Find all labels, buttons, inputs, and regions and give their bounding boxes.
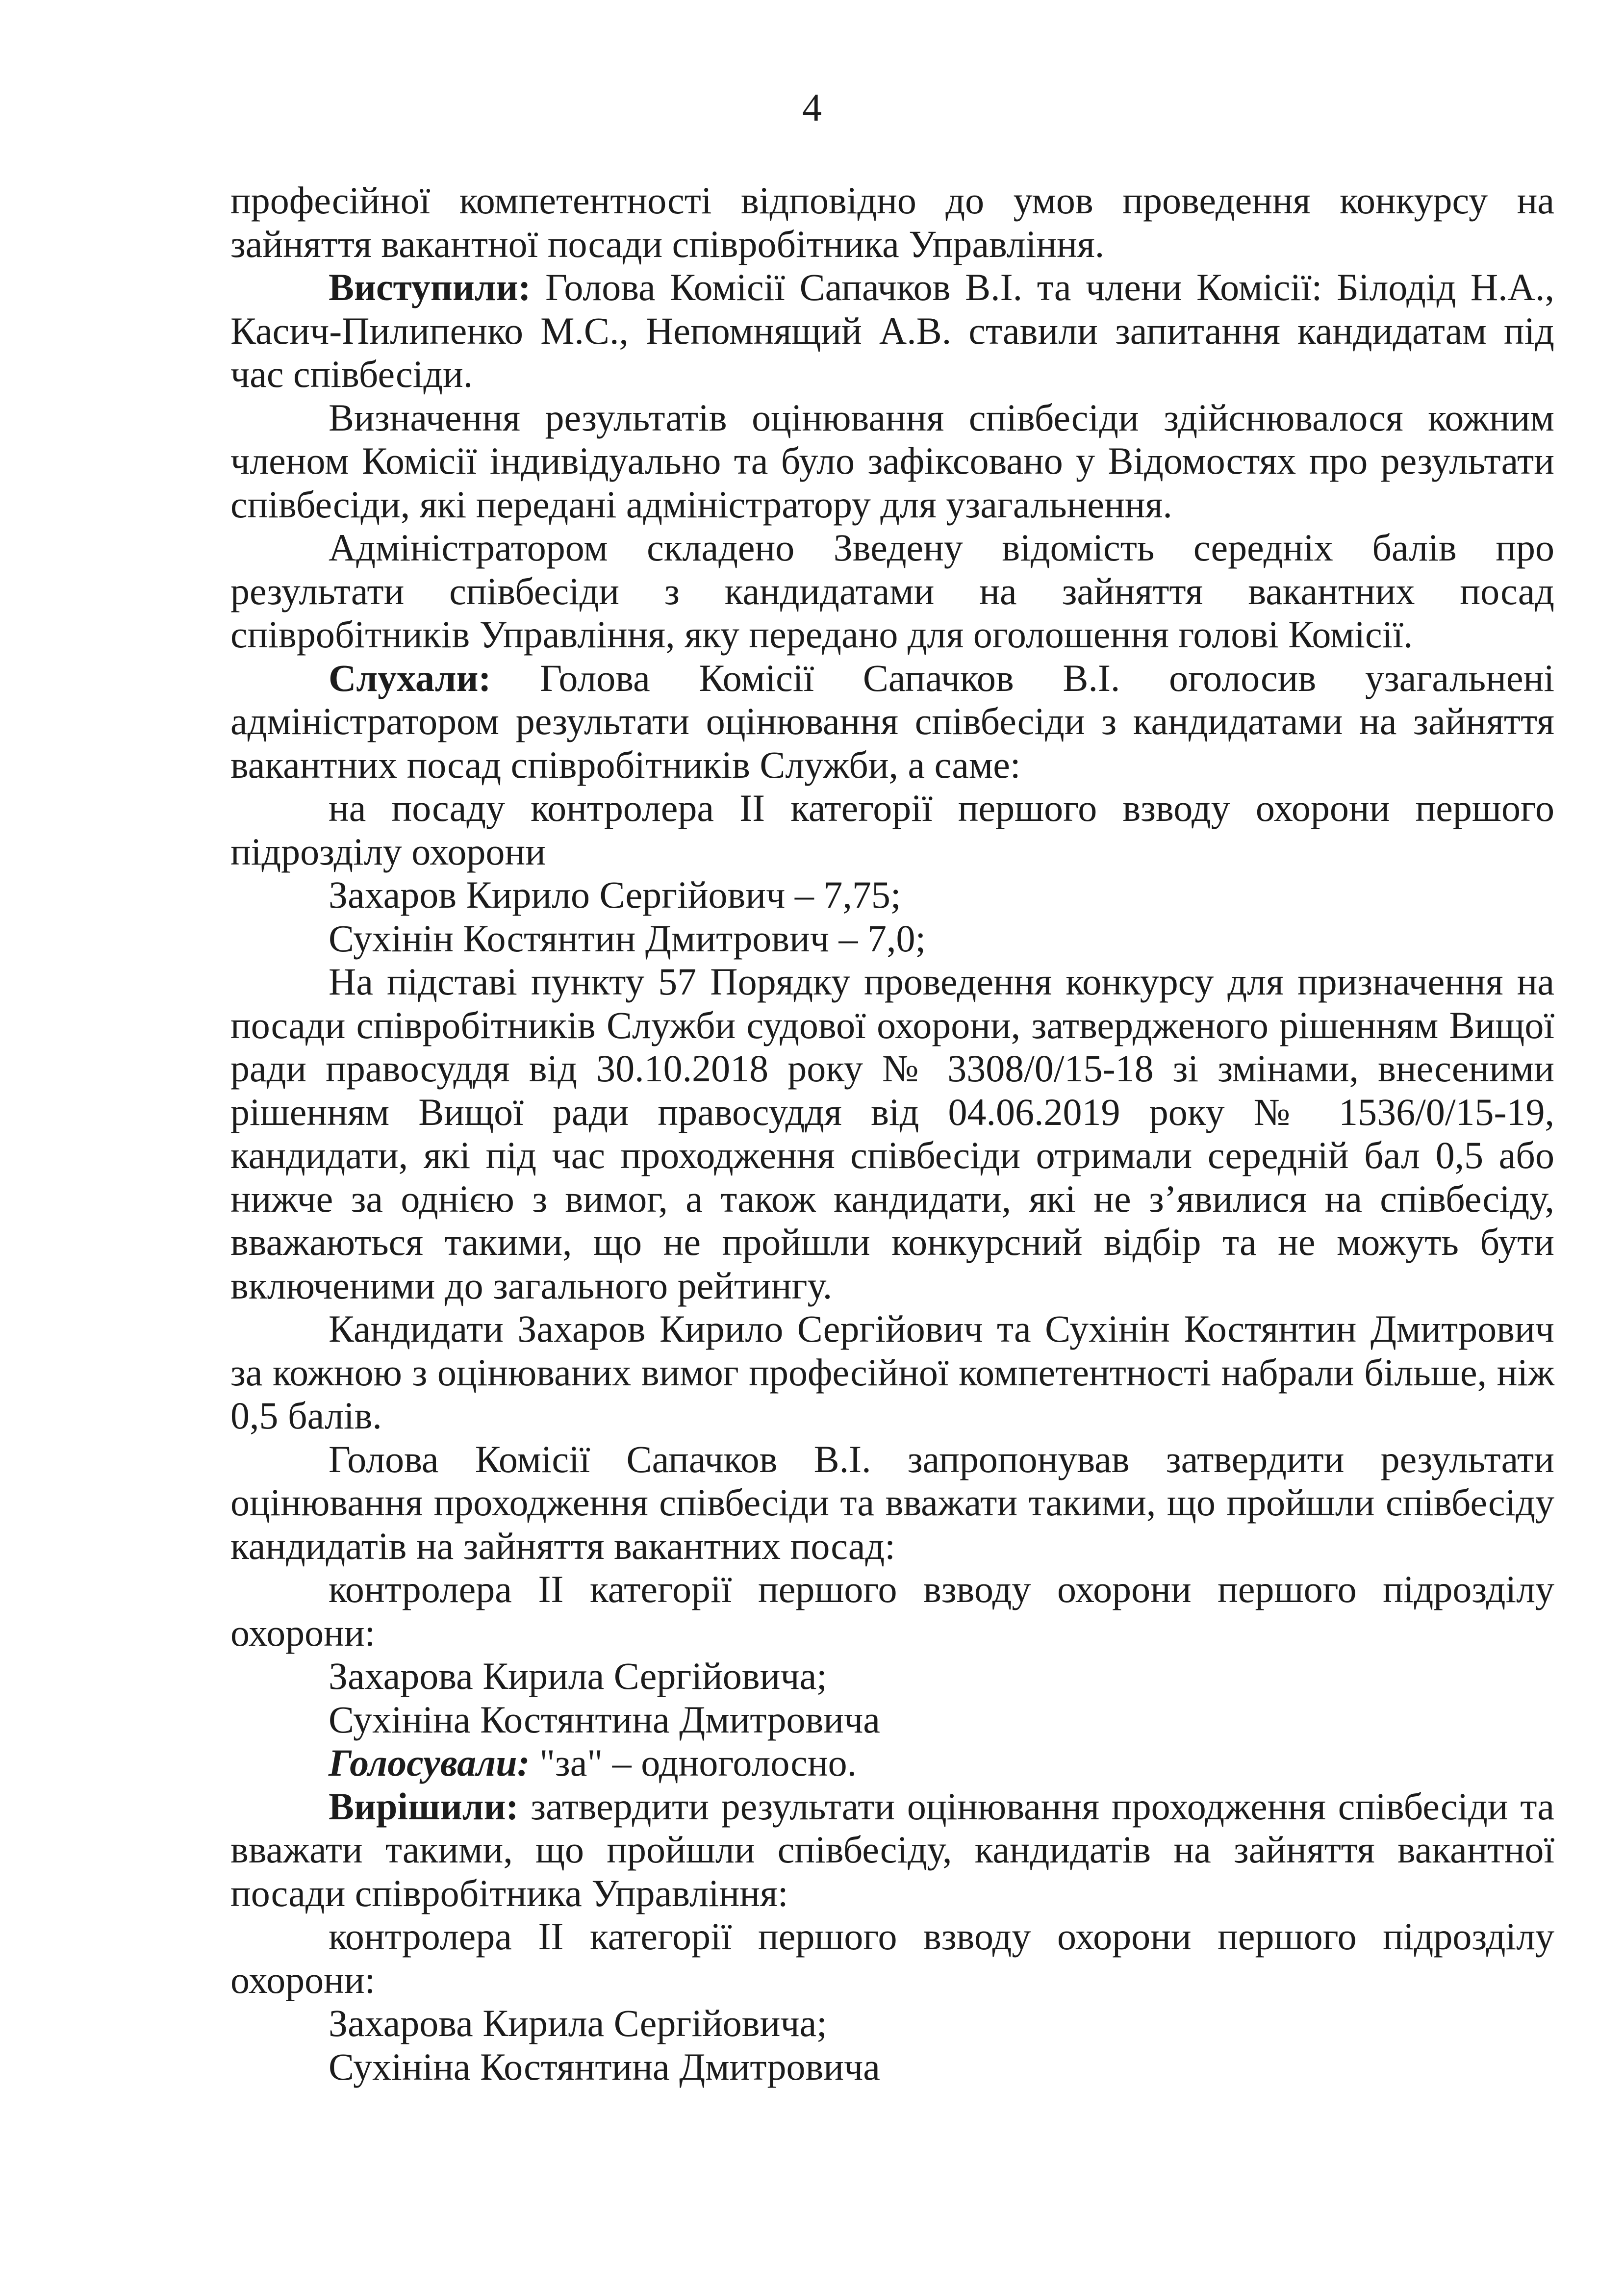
decision-candidate-2: Сухініна Костянтина Дмитровича [329,2045,880,2088]
candidate-score-2: Сухінін Костянтин Дмитрович – 7,0; [329,917,926,960]
paragraph-voting [230,1741,1554,1785]
page-number: 4 [802,86,822,129]
paragraph-speakers [230,266,1554,396]
voting-label: Голосували: [329,1741,530,1784]
heard-text: Голова Комісії Сапачков В.І. оголосив узагальнені адміністратором результати оцінювання співбесіди з кандидатами на зайняття вакантних посад співробітників Служби, а саме: [230,656,1554,786]
candidate-score-1: Захаров Кирило Сергійович – 7,75; [329,873,901,916]
voting-text: "за" – одноголосно. [530,1741,857,1784]
paragraph-candidates-passed: Кандидати Захаров Кирило Сергійович та Сухінін Костянтин Дмитрович за кожною з оцінюваних вимог професійної компетентності набрали більше, ніж 0,5 балів. [230,1307,1554,1437]
proposal-candidate-2: Сухініна Костянтина Дмитровича [329,1698,880,1741]
speakers-label: Виступили: [329,266,531,308]
document-body [230,179,1554,2089]
paragraph-summary-sheet: Адміністратором складено Зведену відомість середніх балів про результати співбесіди з кандидатами на зайняття вакантних посад співробітників Управління, яку передано для оголошення голові Комісії. [230,526,1554,656]
decision-text: затвердити результати оцінювання проходження співбесіди та вважати такими, що пройшли співбесіду, кандидатів на зайняття вакантної посади співробітника Управління: [230,1784,1554,1914]
paragraph-position: на посаду контролера ІІ категорії першого взводу охорони першого підрозділу охорони [230,787,1554,873]
paragraph-proposal-position: контролера ІІ категорії першого взводу охорони першого підрозділу охорони: [230,1568,1554,1654]
speakers-text: Голова Комісії Сапачков В.І. та члени Комісії: Білодід Н.А., Касич-Пилипенко М.С., Непомнящий А.В. ставили запитання кандидатам під час співбесіди. [230,266,1554,395]
heard-label: Слухали: [329,656,491,699]
proposal-candidate-1: Захарова Кирила Сергійовича; [329,1655,827,1697]
paragraph-heard [230,657,1554,787]
decision-candidate-1: Захарова Кирила Сергійовича; [329,2002,827,2044]
paragraph-continuation: професійної компетентності відповідно до умов проведення конкурсу на зайняття вакантної посади співробітника Управління. [230,179,1554,265]
decision-label: Вирішили: [329,1784,519,1828]
paragraph-legal-basis: На підставі пункту 57 Порядку проведення конкурсу для призначення на посади співробітників Служби судової охорони, затвердженого рішенням Вищої ради правосуддя від 30.10.2018 року № 3308/0/15-18 зі змінами, внесеними рішенням Вищої ради правосуддя від 04.06.2019 року № 1536/0/15-19, кандидати, які під час проходження співбесіди отримали середній бал 0,5 або нижче за однією з вимог, а також кандидати, які не з’явилися на співбесіду, вважаються такими, що не пройшли конкурсний відбір та не можуть бути включеними до загального рейтингу. [230,960,1554,1307]
paragraph-proposal: Голова Комісії Сапачков В.І. запропонував затвердити результати оцінювання проходження співбесіди та вважати такими, що пройшли співбесіду кандидатів на зайняття вакантних посад: [230,1437,1554,1567]
paragraph-decision-position: контролера ІІ категорії першого взводу охорони першого підрозділу охорони: [230,1915,1554,2001]
paragraph-evaluation: Визначення результатів оцінювання співбесіди здійснювалося кожним членом Комісії індивідуально та було зафіксовано у Відомостях про результати співбесіди, які передані адміністратору для узагальнення. [230,396,1554,526]
paragraph-decision [230,1785,1554,1915]
